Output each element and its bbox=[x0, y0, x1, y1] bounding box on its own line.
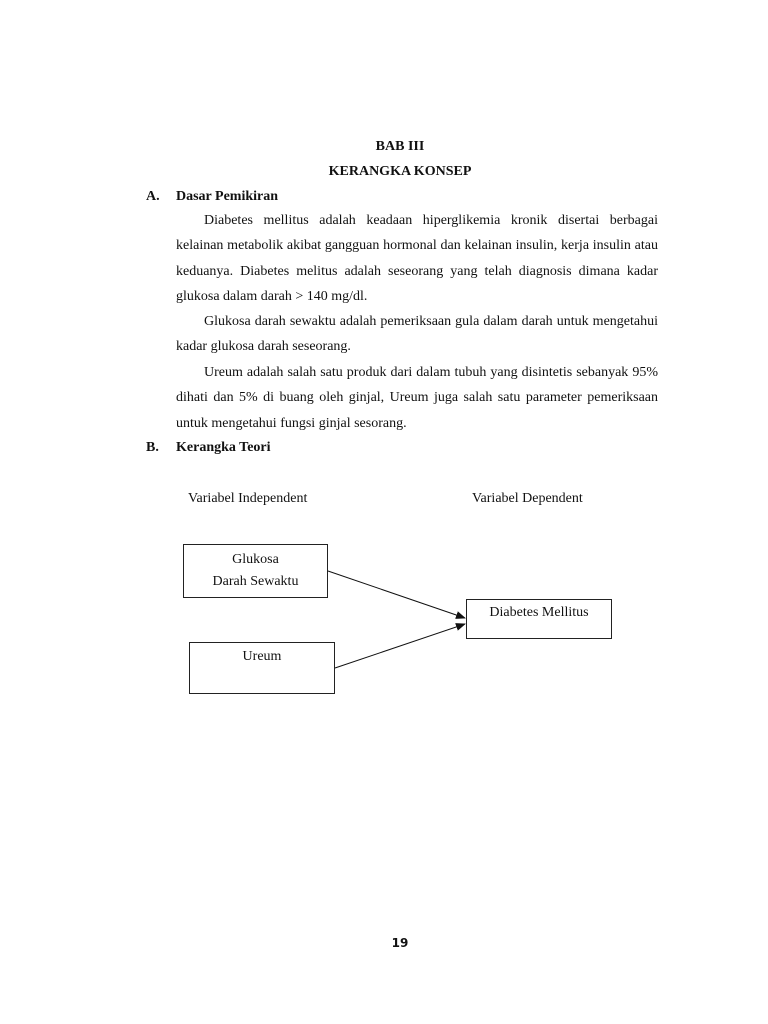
paragraph-diabetes: Diabetes mellitus adalah keadaan hiperglikemia kronik disertai berbagai kelainan metabolik akibat gangguan hormonal dan kelainan insulin, kerja insulin atau keduanya. Diabetes melitus adalah seseorang yang telah diagnosis dimana kadar glukosa dalam darah > 140 mg/dl. bbox=[176, 213, 658, 304]
chapter-number: BAB III bbox=[375, 139, 425, 154]
glukosa-box-line-2: Darah Sewaktu bbox=[212, 574, 299, 589]
glukosa-darah-sewaktu-box bbox=[183, 544, 328, 598]
diabetes-mellitus-box bbox=[466, 599, 612, 639]
page-number: 19 bbox=[391, 936, 409, 950]
independent-variable-label: Variabel Independent bbox=[188, 491, 308, 506]
section-b-letter: B. bbox=[146, 440, 159, 455]
section-a-letter: A. bbox=[146, 189, 160, 204]
ureum-box bbox=[189, 642, 335, 694]
glukosa-box-line-1: Glukosa bbox=[232, 552, 279, 567]
arrow-ureum-to-diabetes bbox=[335, 624, 465, 668]
diabetes-box-label: Diabetes Mellitus bbox=[489, 605, 589, 620]
section-b-title: Kerangka Teori bbox=[176, 440, 271, 455]
ureum-box-label: Ureum bbox=[242, 649, 282, 664]
section-a-title: Dasar Pemikiran bbox=[176, 189, 279, 204]
paragraph-ureum: Ureum adalah salah satu produk dari dalam tubuh yang disintetis sebanyak 95% dihati dan 5% di buang oleh ginjal, Ureum juga salah satu parameter pemeriksaan untuk mengetahui fungsi ginjal sesorang. bbox=[176, 365, 658, 431]
dependent-variable-label: Variabel Dependent bbox=[472, 491, 583, 506]
arrow-glukosa-to-diabetes bbox=[328, 571, 465, 618]
paragraph-glukosa: Glukosa darah sewaktu adalah pemeriksaan gula dalam darah untuk mengetahui kadar glukosa darah seseorang. bbox=[176, 314, 658, 355]
chapter-title: KERANGKA KONSEP bbox=[328, 164, 472, 179]
